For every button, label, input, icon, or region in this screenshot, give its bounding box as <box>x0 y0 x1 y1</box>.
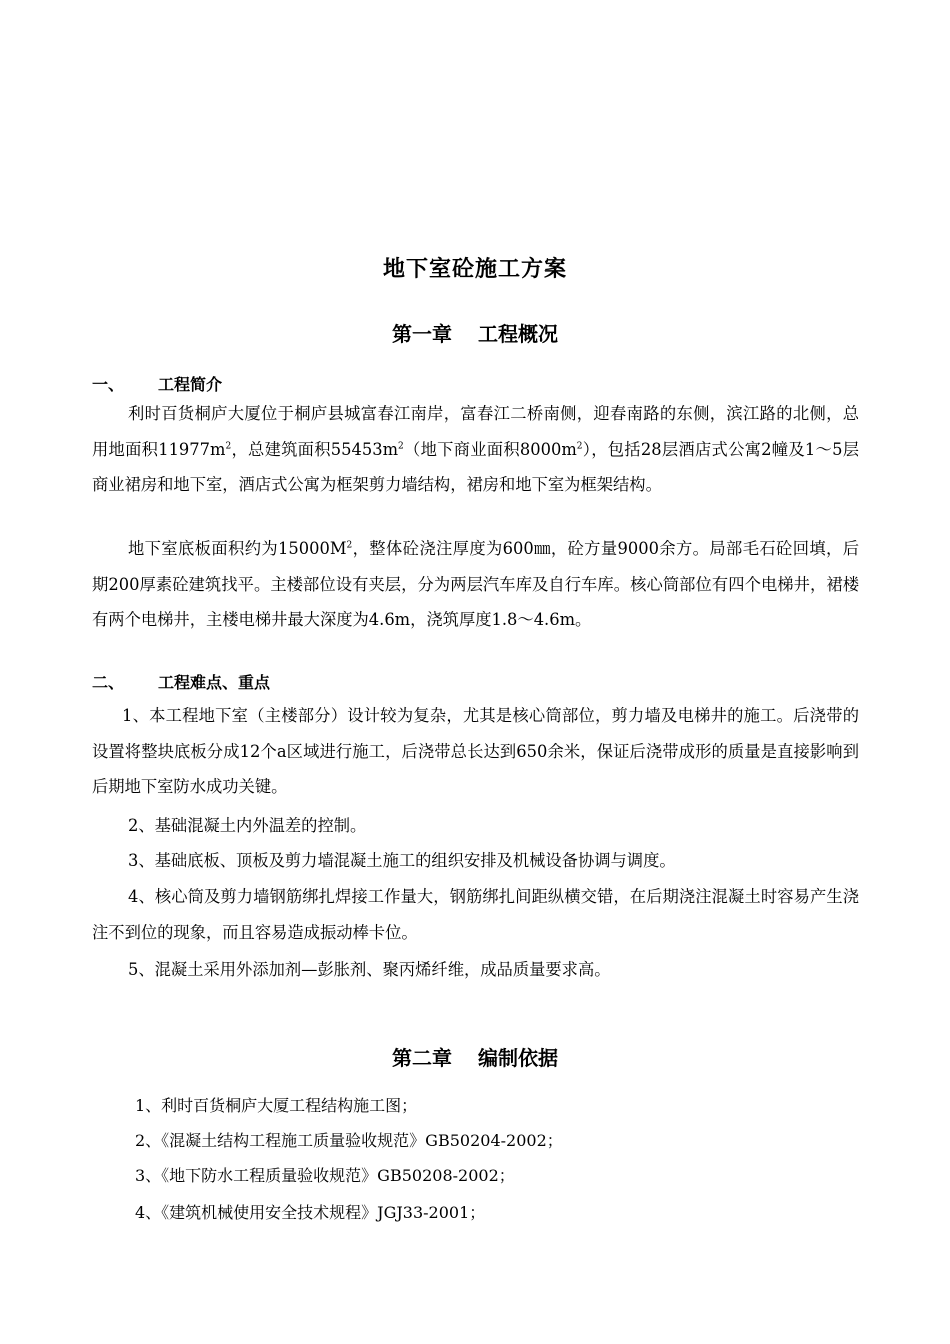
document-title: 地下室砼施工方案 <box>382 257 567 282</box>
section-2-number: 二、 <box>92 673 125 692</box>
reference-item-3: 3、《地下防水工程质量验收规范》GB50208-2002； <box>135 1166 515 1185</box>
difficulty-item-4: 4、核心筒及剪力墙钢筋绑扎焊接工作量大，钢筋绑扎间距纵横交错，在后期浇注混凝土时容易产生浇注不到位的现象，而且容易造成振动棒卡位。 <box>92 887 859 942</box>
section-2-name: 工程难点、重点 <box>158 673 271 692</box>
section-1-heading <box>92 372 222 395</box>
chapter-1-name: 工程概况 <box>478 322 558 346</box>
section-1-number: 一、 <box>92 375 125 394</box>
chapter-2-heading <box>0 1042 950 1071</box>
reference-item-1: 1、利时百货桐庐大厦工程结构施工图； <box>135 1096 418 1115</box>
reference-item-4: 4、《建筑机械使用安全技术规程》JGJ33-2001； <box>135 1203 486 1222</box>
chapter-1-heading <box>0 318 950 347</box>
intro-paragraph-1: 利时百货桐庐大厦位于桐庐县城富春江南岸，富春江二桥南侧，迎春南路的东侧，滨江路的北侧，总用地面积$11977m^2$，总建筑面积$55453m^2$（地下商业面积$8000m^2$），包括28层酒店式公寓2幢及1～5层商业裙房和地下室，酒店式公寓为框架剪力墙结构，裙房和地下室为框架结构。 <box>92 404 860 494</box>
difficulty-item-5: 5、混凝土采用外添加剂—彭胀剂、聚丙烯纤维，成品质量要求高。 <box>128 960 611 979</box>
chapter-2-number: 第二章 <box>392 1046 452 1070</box>
section-2-heading <box>92 670 270 693</box>
difficulty-item-1: 1、本工程地下室（主楼部分）设计较为复杂，尤其是核心筒部位，剪力墙及电梯井的施工。后浇带的设置将整块底板分成12个a区域进行施工，后浇带总长达到650余米，保证后浇带成形的质量是直接影响到后期地下室防水成功关键。 <box>92 706 859 796</box>
intro-paragraph-2: 地下室底板面积约为$15000M^2$，整体砼浇注厚度为600㎜，砼方量9000余方。局部毛石砼回填，后期200厚素砼建筑找平。主楼部位设有夹层，分为两层汽车库及自行车库。核心筒部位有四个电梯井，裙楼有两个电梯井，主楼电梯井最大深度为4.6m，浇筑厚度1.8～4.6m。 <box>92 539 860 629</box>
reference-item-2: 2、《混凝土结构工程施工质量验收规范》GB50204-2002； <box>135 1131 563 1150</box>
section-1-name: 工程简介 <box>158 375 223 394</box>
chapter-2-name: 编制依据 <box>478 1046 558 1070</box>
difficulty-item-3: 3、基础底板、顶板及剪力墙混凝土施工的组织安排及机械设备协调与调度。 <box>128 851 676 870</box>
chapter-1-number: 第一章 <box>392 322 452 346</box>
difficulty-item-2: 2、基础混凝土内外温差的控制。 <box>128 816 367 835</box>
